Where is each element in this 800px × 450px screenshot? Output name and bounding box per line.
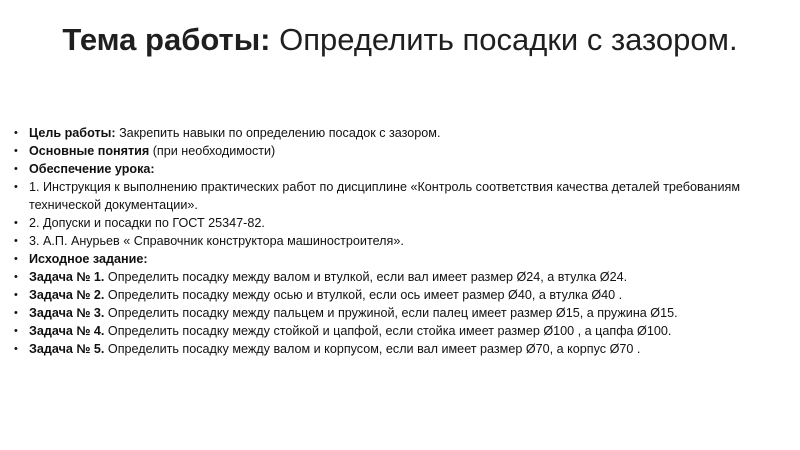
list-item-bold: Обеспечение урока: bbox=[29, 162, 155, 176]
bullet-icon: • bbox=[14, 325, 18, 337]
list-item-text: Определить посадку между осью и втулкой, если ось имеет размер Ø40, а втулка Ø40 . bbox=[104, 288, 623, 302]
list-item-concepts bbox=[14, 142, 774, 160]
list-item-text: Определить посадку между валом и втулкой, если вал имеет размер Ø24, а втулка Ø24. bbox=[104, 270, 628, 284]
list-item-task-4 bbox=[14, 322, 774, 340]
content-list bbox=[14, 124, 774, 358]
bullet-icon: • bbox=[14, 145, 18, 157]
list-item-task-1 bbox=[14, 268, 774, 286]
title-bold-part: Тема работы: bbox=[62, 22, 271, 57]
list-item-task-3 bbox=[14, 304, 774, 322]
list-item-task-2 bbox=[14, 286, 774, 304]
list-item-text: Определить посадку между валом и корпусом, если вал имеет размер Ø70, а корпус Ø70 . bbox=[104, 342, 641, 356]
list-item-bold: Основные понятия bbox=[29, 144, 150, 158]
list-item-text: Закрепить навыки по определению посадок с зазором. bbox=[119, 126, 441, 140]
bullet-icon: • bbox=[14, 289, 18, 301]
list-item-text: Определить посадку между стойкой и цапфой, если стойка имеет размер Ø100 , а цапфа Ø100. bbox=[104, 324, 672, 338]
bullet-icon: • bbox=[14, 217, 18, 229]
title-text: Определить посадки с зазором. bbox=[270, 22, 738, 57]
bullet-icon: • bbox=[14, 271, 18, 283]
list-item-bold: Задача № 1. bbox=[29, 270, 105, 284]
list-item-source-3 bbox=[14, 232, 774, 250]
bullet-icon: • bbox=[14, 307, 18, 319]
list-item-task-5 bbox=[14, 340, 774, 358]
bullet-icon: • bbox=[14, 253, 18, 265]
list-item-support bbox=[14, 160, 774, 178]
list-item-text: 1. Инструкция к выполнению практических работ по дисциплине «Контроль соответствия качества деталей требованиям технической документации». bbox=[29, 180, 740, 212]
bullet-icon: • bbox=[14, 235, 18, 247]
list-item-text: Определить посадку между пальцем и пружиной, если палец имеет размер Ø15, а пружина Ø15. bbox=[104, 306, 678, 320]
list-item-source-1 bbox=[14, 178, 774, 214]
bullet-icon: • bbox=[14, 127, 18, 139]
list-item-bold: Исходное задание: bbox=[29, 252, 148, 266]
list-item-text: 3. А.П. Анурьев « Справочник конструктора машиностроителя». bbox=[29, 234, 404, 248]
list-item-bold: Цель работы: bbox=[29, 126, 120, 140]
list-item-text: (при необходимости) bbox=[149, 144, 276, 158]
list-item-bold: Задача № 2. bbox=[29, 288, 105, 302]
list-item-goal bbox=[14, 124, 774, 142]
bullet-icon: • bbox=[14, 163, 18, 175]
bullet-icon: • bbox=[14, 343, 18, 355]
bullet-icon: • bbox=[14, 181, 18, 193]
list-item-bold: Задача № 5. bbox=[29, 342, 105, 356]
list-item-source-2 bbox=[14, 214, 774, 232]
list-item-text: 2. Допуски и посадки по ГОСТ 25347-82. bbox=[29, 216, 265, 230]
list-item-bold: Задача № 3. bbox=[29, 306, 105, 320]
list-item-bold: Задача № 4. bbox=[29, 324, 105, 338]
slide-title bbox=[0, 20, 800, 60]
list-item-initial-task bbox=[14, 250, 774, 268]
